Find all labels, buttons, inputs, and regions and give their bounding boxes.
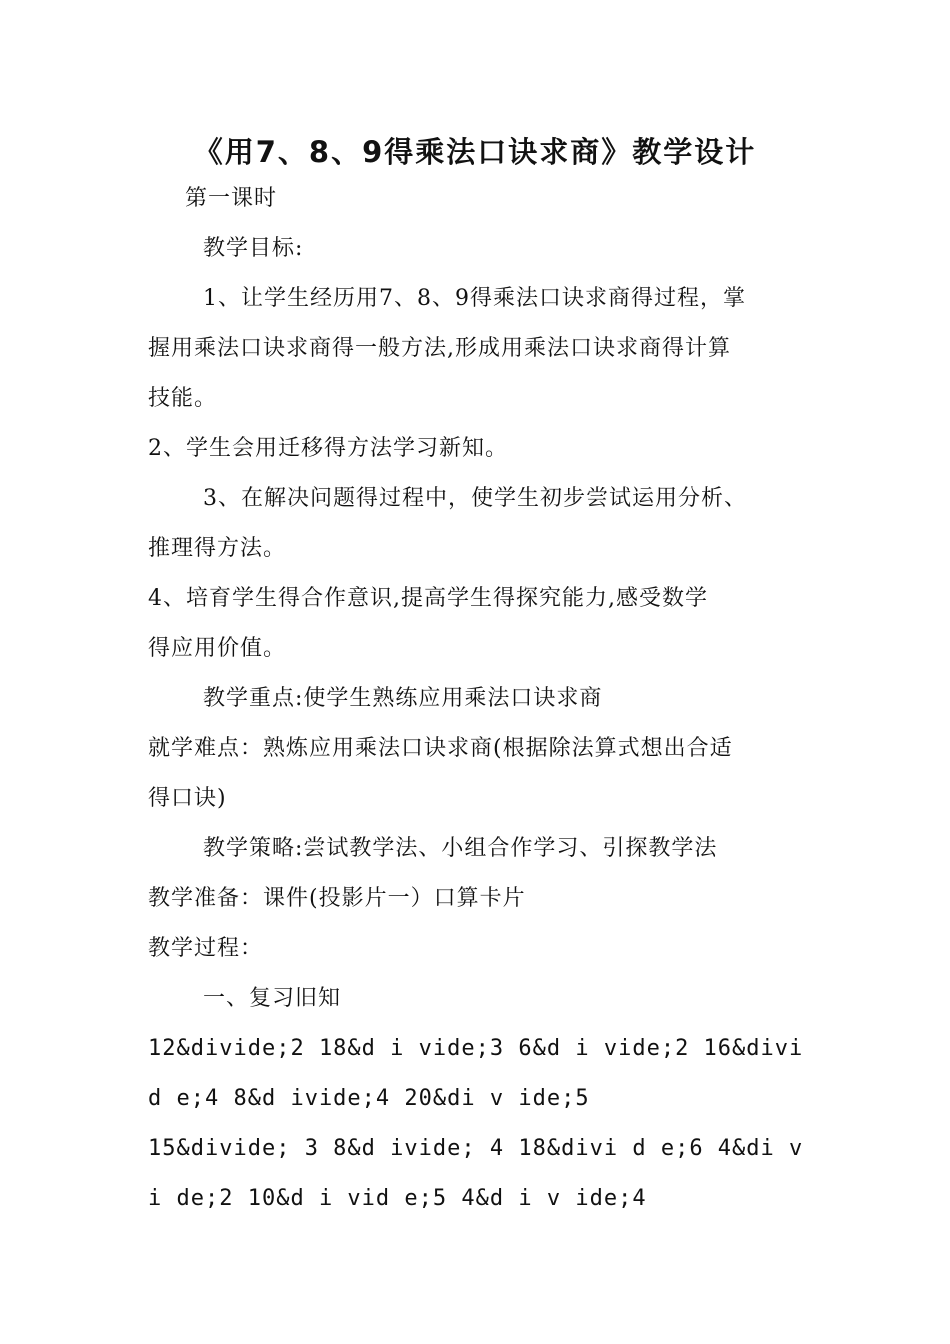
objective-4-line-1: 4、培育学生得合作意识,提高学生得探究能力,感受数学 [148,586,708,611]
exercise-row-1-line-2: d e;4 8&d ivide;4 20&di v ide;5 [148,1086,590,1111]
teaching-preparation: 教学准备：课件(投影片一）口算卡片 [148,886,526,911]
teaching-strategy: 教学策略:尝试教学法、小组合作学习、引探教学法 [203,836,718,861]
lesson-period: 第一课时 [185,186,278,211]
exercise-row-2-line-2: i de;2 10&d i vid e;5 4&d i v ide;4 [148,1186,647,1211]
objective-3-line-1: 3、在解决问题得过程中，使学生初步尝试运用分析、 [203,486,747,511]
objective-1-line-2: 握用乘法口诀求商得一般方法,形成用乘法口诀求商得计算 [148,336,731,361]
review-heading: 一、复习旧知 [203,986,342,1011]
difficulty-line-1: 就学难点：熟炼应用乘法口诀求商(根据除法算式想出合适 [148,736,733,761]
objective-4-line-2: 得应用价值。 [148,636,287,661]
key-point: 教学重点:使学生熟练应用乘法口诀求商 [203,686,603,711]
document-title: 《用7、8、9得乘法口诀求商》教学设计 [193,135,757,169]
objective-3-line-2: 推理得方法。 [148,536,287,561]
difficulty-line-2: 得口诀) [148,786,227,811]
objective-1-line-1: 1、让学生经历用7、8、9得乘法口诀求商得过程，掌 [203,286,746,311]
objectives-heading: 教学目标: [203,236,304,261]
exercise-row-1-line-1: 12&divide;2 18&d i vide;3 6&d i vide;2 16&divi [148,1036,804,1061]
exercise-row-2-line-1: 15&divide; 3 8&d ivide; 4 18&divi d e;6 4&di v [148,1136,804,1161]
teaching-process-heading: 教学过程： [148,936,264,961]
objective-1-line-3: 技能。 [148,386,218,411]
objective-2: 2、学生会用迁移得方法学习新知。 [148,436,508,461]
